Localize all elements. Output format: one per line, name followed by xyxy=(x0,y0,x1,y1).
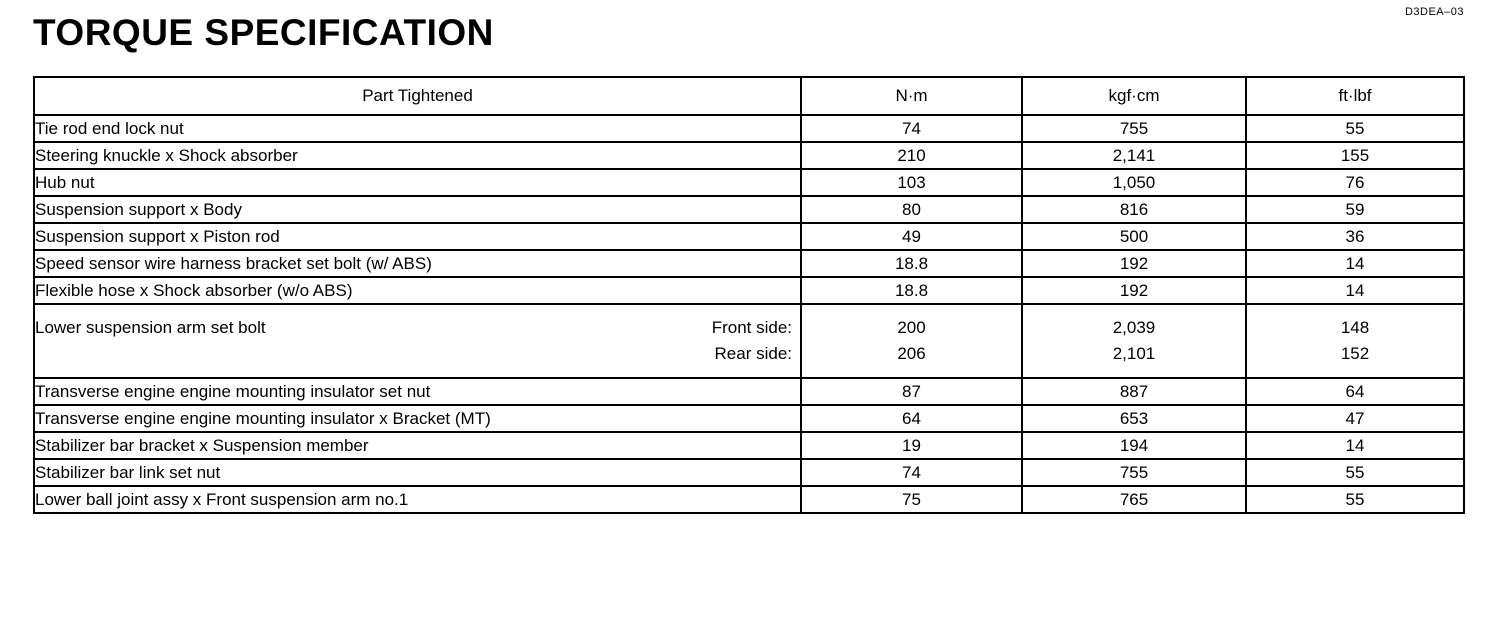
column-header-nm: N·m xyxy=(801,77,1022,115)
cell-nm: 103 xyxy=(801,169,1022,196)
cell-kgfcm: 816 xyxy=(1022,196,1246,223)
sub-label-rear-side: Rear side: xyxy=(714,344,792,363)
table-header xyxy=(34,77,1464,115)
cell-part: Stabilizer bar bracket x Suspension member xyxy=(34,432,801,459)
cell-part-subdivisions xyxy=(712,315,792,368)
column-header-part-tightened: Part Tightened xyxy=(34,77,801,115)
cell-ftlbf: 36 xyxy=(1246,223,1464,250)
cell-ftlbf: 55 xyxy=(1246,486,1464,513)
cell-part-label: Lower suspension arm set bolt xyxy=(35,317,266,337)
cell-nm: 74 xyxy=(801,459,1022,486)
cell-ftlbf xyxy=(1246,304,1464,378)
cell-nm: 87 xyxy=(801,378,1022,405)
cell-ftlbf: 14 xyxy=(1246,250,1464,277)
table-row xyxy=(34,223,1464,250)
cell-nm xyxy=(801,304,1022,378)
cell-kgfcm: 1,050 xyxy=(1022,169,1246,196)
cell-ftlbf: 47 xyxy=(1246,405,1464,432)
cell-nm: 75 xyxy=(801,486,1022,513)
cell-nm: 49 xyxy=(801,223,1022,250)
torque-specification-table-wrapper xyxy=(33,76,1463,514)
column-header-kgfcm: kgf·cm xyxy=(1022,77,1246,115)
cell-part: Transverse engine engine mounting insulator x Bracket (MT) xyxy=(34,405,801,432)
cell-ftlbf: 55 xyxy=(1246,115,1464,142)
cell-kgfcm: 2,141 xyxy=(1022,142,1246,169)
cell-part: Steering knuckle x Shock absorber xyxy=(34,142,801,169)
cell-kgfcm-values xyxy=(1023,315,1245,368)
part-split-container xyxy=(35,315,800,368)
cell-ftlbf: 14 xyxy=(1246,277,1464,304)
cell-ftlbf-front: 148 xyxy=(1340,317,1370,337)
cell-kgfcm: 500 xyxy=(1022,223,1246,250)
cell-part: Lower ball joint assy x Front suspension arm no.1 xyxy=(34,486,801,513)
table-row xyxy=(34,486,1464,513)
cell-kgfcm: 887 xyxy=(1022,378,1246,405)
cell-kgfcm: 755 xyxy=(1022,459,1246,486)
cell-kgfcm-rear: 2,101 xyxy=(1112,344,1156,363)
table-row xyxy=(34,304,1464,378)
cell-kgfcm-front: 2,039 xyxy=(1112,317,1156,337)
table-row xyxy=(34,277,1464,304)
cell-part: Stabilizer bar link set nut xyxy=(34,459,801,486)
cell-ftlbf: 64 xyxy=(1246,378,1464,405)
page-title: TORQUE SPECIFICATION xyxy=(33,12,494,53)
table-row xyxy=(34,378,1464,405)
sub-label-front-side: Front side: xyxy=(711,317,792,337)
cell-kgfcm: 194 xyxy=(1022,432,1246,459)
document-code: D3DEA–03 xyxy=(1404,6,1464,18)
cell-nm: 80 xyxy=(801,196,1022,223)
cell-nm-front: 200 xyxy=(897,317,926,337)
table-row xyxy=(34,196,1464,223)
cell-kgfcm xyxy=(1022,304,1246,378)
cell-part: Suspension support x Piston rod xyxy=(34,223,801,250)
cell-kgfcm: 192 xyxy=(1022,250,1246,277)
cell-ftlbf: 76 xyxy=(1246,169,1464,196)
cell-kgfcm: 192 xyxy=(1022,277,1246,304)
cell-nm: 74 xyxy=(801,115,1022,142)
cell-ftlbf-values xyxy=(1247,315,1463,368)
cell-part: Flexible hose x Shock absorber (w/o ABS) xyxy=(34,277,801,304)
cell-ftlbf: 155 xyxy=(1246,142,1464,169)
cell-kgfcm: 755 xyxy=(1022,115,1246,142)
torque-specification-table xyxy=(33,76,1465,514)
cell-ftlbf: 59 xyxy=(1246,196,1464,223)
cell-part: Speed sensor wire harness bracket set bolt (w/ ABS) xyxy=(34,250,801,277)
cell-part xyxy=(34,304,801,378)
cell-nm-values xyxy=(802,315,1021,368)
table-body xyxy=(34,115,1464,513)
table-row xyxy=(34,432,1464,459)
column-header-ftlbf: ft·lbf xyxy=(1246,77,1464,115)
table-row xyxy=(34,142,1464,169)
cell-nm-rear: 206 xyxy=(897,344,926,363)
cell-nm: 19 xyxy=(801,432,1022,459)
table-row xyxy=(34,405,1464,432)
cell-part: Tie rod end lock nut xyxy=(34,115,801,142)
cell-nm: 210 xyxy=(801,142,1022,169)
cell-part: Transverse engine engine mounting insulator set nut xyxy=(34,378,801,405)
table-row xyxy=(34,169,1464,196)
cell-part: Suspension support x Body xyxy=(34,196,801,223)
cell-nm: 64 xyxy=(801,405,1022,432)
cell-kgfcm: 653 xyxy=(1022,405,1246,432)
table-row xyxy=(34,459,1464,486)
cell-kgfcm: 765 xyxy=(1022,486,1246,513)
cell-ftlbf-rear: 152 xyxy=(1340,344,1370,363)
cell-ftlbf: 14 xyxy=(1246,432,1464,459)
cell-nm: 18.8 xyxy=(801,250,1022,277)
table-row xyxy=(34,250,1464,277)
table-header-row xyxy=(34,77,1464,115)
cell-part: Hub nut xyxy=(34,169,801,196)
cell-ftlbf: 55 xyxy=(1246,459,1464,486)
table-row xyxy=(34,115,1464,142)
cell-nm: 18.8 xyxy=(801,277,1022,304)
